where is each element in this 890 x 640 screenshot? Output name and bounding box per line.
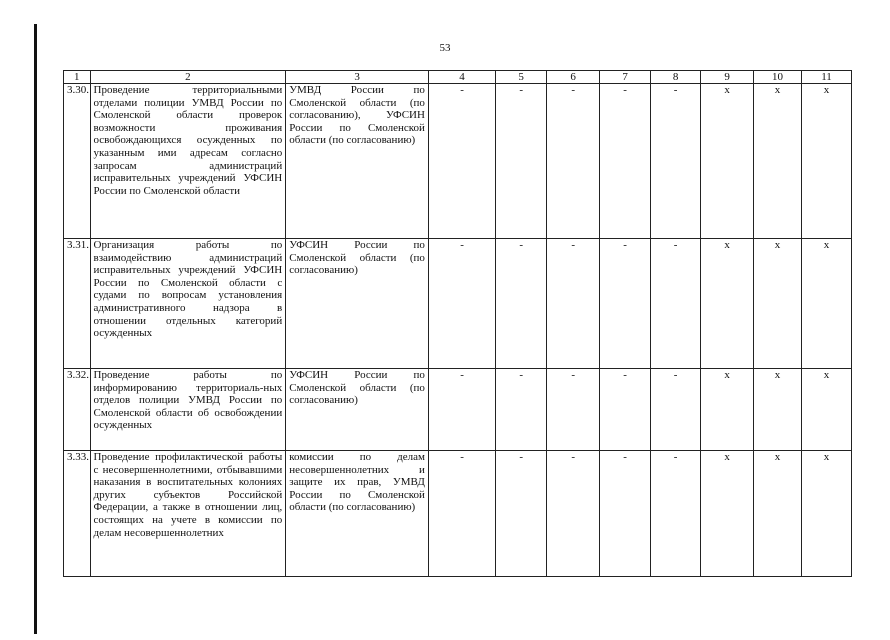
- value-cell: -: [428, 239, 495, 369]
- col-header: 3: [286, 71, 429, 84]
- value-cell: -: [600, 451, 651, 577]
- value-cell: х: [754, 451, 802, 577]
- table-row: [64, 239, 852, 369]
- value-cell: х: [801, 239, 851, 369]
- page-number: 53: [439, 42, 451, 54]
- value-cell: -: [496, 84, 547, 239]
- table-row: [64, 84, 852, 239]
- value-cell: -: [547, 369, 600, 451]
- col-header: 5: [496, 71, 547, 84]
- column-number-row: [64, 71, 852, 84]
- value-cell: х: [701, 84, 754, 239]
- col-header: 9: [701, 71, 754, 84]
- col-header: 1: [64, 71, 91, 84]
- row-number: 3.33.: [64, 451, 91, 577]
- event-cell: Проведение территориальными отделами полиции УМВД России по Смоленской области проверок возможности проживания освобождающихся осужденных по указанным ими адресам согласно запросам администраций исправительных учреждений УФСИН России по Смоленской области: [90, 84, 286, 239]
- value-cell: -: [496, 369, 547, 451]
- value-cell: х: [701, 451, 754, 577]
- value-cell: -: [547, 451, 600, 577]
- left-margin-line: [34, 24, 37, 634]
- value-cell: -: [547, 239, 600, 369]
- value-cell: -: [600, 369, 651, 451]
- value-cell: -: [428, 451, 495, 577]
- col-header: 7: [600, 71, 651, 84]
- value-cell: х: [701, 239, 754, 369]
- executor-cell: УМВД России по Смоленской области (по согласованию), УФСИН России по Смоленской области (по согласованию): [286, 84, 429, 239]
- value-cell: х: [801, 369, 851, 451]
- row-number: 3.31.: [64, 239, 91, 369]
- col-header: 2: [90, 71, 286, 84]
- value-cell: х: [754, 369, 802, 451]
- value-cell: -: [600, 239, 651, 369]
- event-cell: Проведение работы по информированию территориаль-ных отделов полиции УМВД России по Смоленской области об освобождении осужденных: [90, 369, 286, 451]
- event-cell: Проведение профилактической работы с несовершеннолетними, отбывавшими наказания в воспитательных колониях других субъектов Российской Федерации, а также в отношении лиц, состоящих на учете в комиссии по делам несовершеннолетних: [90, 451, 286, 577]
- col-header: 4: [428, 71, 495, 84]
- row-number: 3.30.: [64, 84, 91, 239]
- table-row: [64, 451, 852, 577]
- value-cell: х: [754, 239, 802, 369]
- col-header: 10: [754, 71, 802, 84]
- executor-cell: комиссии по делам несовершеннолетних и защите их прав, УМВД России по Смоленской области (по согласованию): [286, 451, 429, 577]
- value-cell: -: [651, 451, 701, 577]
- executor-cell: УФСИН России по Смоленской области (по согласованию): [286, 369, 429, 451]
- measures-table: [63, 70, 852, 577]
- event-cell: Организация работы по взаимодействию администраций исправительных учреждений УФСИН России по Смоленской области с судами по вопросам установления административного надзора в отношении отдельных категорий осужденных: [90, 239, 286, 369]
- executor-cell: УФСИН России по Смоленской области (по согласованию): [286, 239, 429, 369]
- value-cell: -: [600, 84, 651, 239]
- col-header: 11: [801, 71, 851, 84]
- value-cell: -: [651, 239, 701, 369]
- value-cell: х: [754, 84, 802, 239]
- value-cell: -: [547, 84, 600, 239]
- value-cell: х: [801, 84, 851, 239]
- value-cell: -: [428, 369, 495, 451]
- value-cell: х: [701, 369, 754, 451]
- value-cell: -: [651, 84, 701, 239]
- table-row: [64, 369, 852, 451]
- value-cell: -: [496, 451, 547, 577]
- col-header: 8: [651, 71, 701, 84]
- value-cell: -: [496, 239, 547, 369]
- col-header: 6: [547, 71, 600, 84]
- value-cell: -: [651, 369, 701, 451]
- value-cell: -: [428, 84, 495, 239]
- row-number: 3.32.: [64, 369, 91, 451]
- value-cell: х: [801, 451, 851, 577]
